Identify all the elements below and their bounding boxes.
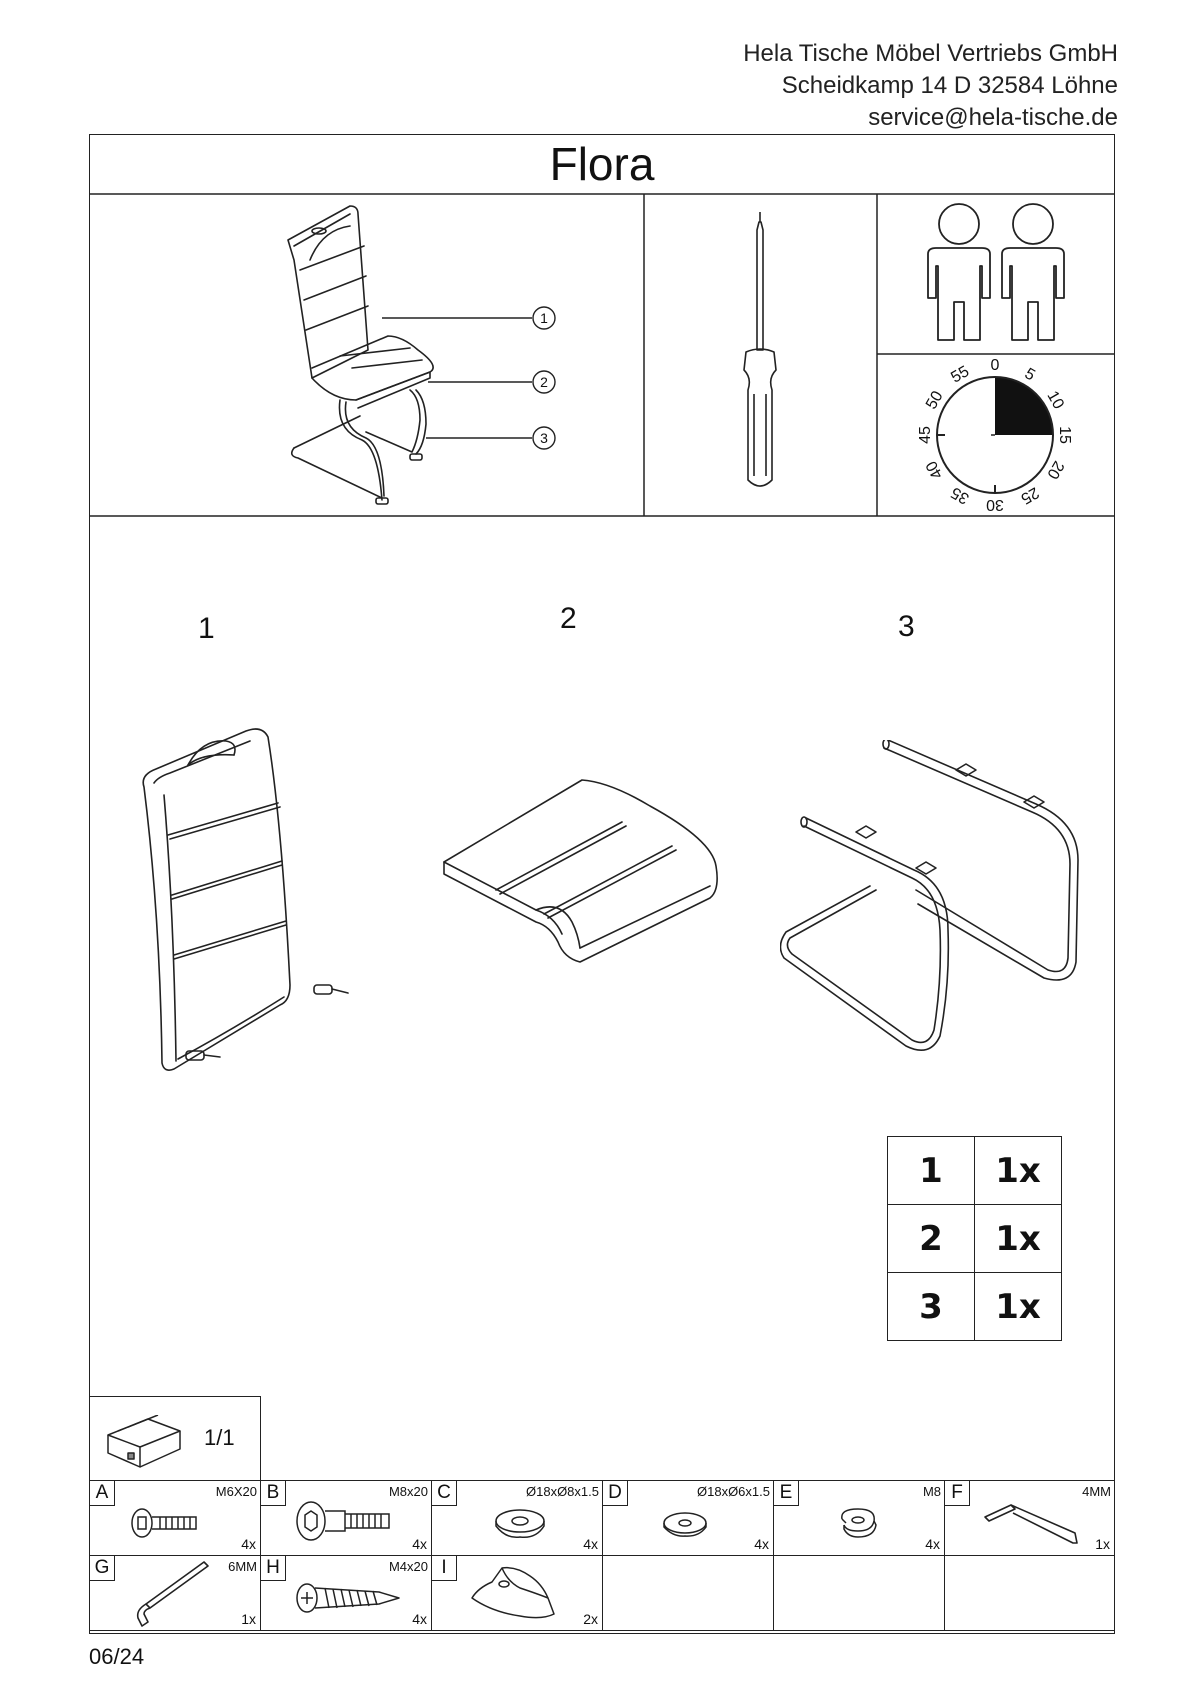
hardware-letter: I	[432, 1556, 457, 1581]
hardware-spec: 6MM	[228, 1559, 257, 1574]
hardware-cell-empty	[944, 1555, 1115, 1631]
table-row	[888, 1273, 1062, 1341]
qty-count-cell: 1x	[975, 1205, 1062, 1273]
qty-part-cell: 2	[888, 1205, 975, 1273]
hardware-qty: 4x	[925, 1536, 940, 1552]
timer-tick-label: 35	[948, 483, 973, 507]
package-box-icon	[104, 1415, 184, 1469]
backrest-icon	[130, 715, 380, 1105]
product-title: Flora	[549, 138, 655, 190]
washer-icon	[492, 1507, 548, 1541]
washer-small-icon	[661, 1509, 711, 1541]
hardware-qty: 4x	[412, 1536, 427, 1552]
hex-bolt-icon	[295, 1499, 395, 1543]
hardware-qty: 4x	[412, 1611, 427, 1627]
hardware-cell-d	[602, 1480, 774, 1556]
hardware-letter: H	[261, 1556, 286, 1581]
callout-2: 2	[540, 374, 548, 390]
timer-icon	[900, 356, 1090, 514]
part-number-3: 3	[898, 610, 915, 643]
hardware-cell-e	[773, 1480, 945, 1556]
part-number-2: 2	[560, 602, 577, 635]
timer-tick-label: 20	[1043, 457, 1067, 482]
package-count: 1/1	[204, 1425, 235, 1450]
seat-icon	[440, 770, 740, 970]
hardware-letter: A	[90, 1481, 115, 1506]
quantity-table	[887, 1136, 1062, 1341]
callout-1: 1	[540, 310, 548, 326]
timer-tick-label: 0	[990, 357, 1000, 374]
hardware-cell-f	[944, 1480, 1115, 1556]
hardware-cell-g	[89, 1555, 261, 1631]
hardware-cell-h	[260, 1555, 432, 1631]
timer-tick-label: 30	[986, 496, 1004, 513]
timer-tick-label: 45	[917, 426, 934, 444]
hardware-letter: G	[90, 1556, 115, 1581]
table-row	[888, 1205, 1062, 1273]
callout-3: 3	[540, 430, 548, 446]
chair-overview-icon	[280, 200, 580, 514]
hardware-letter: B	[261, 1481, 286, 1506]
timer-tick-label: 55	[948, 363, 973, 387]
timer-tick-label: 10	[1043, 388, 1067, 413]
hex-bolt-short-icon	[130, 1505, 210, 1541]
hardware-qty: 4x	[754, 1536, 769, 1552]
hardware-letter: F	[945, 1481, 970, 1506]
spring-washer-icon	[836, 1505, 880, 1541]
wood-screw-icon	[295, 1578, 405, 1618]
hardware-cell-c	[431, 1480, 603, 1556]
timer-tick-label: 5	[1021, 365, 1038, 385]
hardware-cell-a	[89, 1480, 261, 1556]
allen-key-icon	[981, 1497, 1091, 1547]
hardware-spec: M6X20	[215, 1484, 257, 1499]
hardware-letter: D	[603, 1481, 628, 1506]
hardware-qty: 1x	[241, 1611, 256, 1627]
hardware-qty: 4x	[583, 1536, 598, 1552]
timer-tick-label: 15	[1056, 426, 1073, 444]
revision-date: 06/24	[89, 1644, 145, 1669]
timer-tick-label: 25	[1017, 483, 1042, 507]
company-address: Scheidkamp 14 D 32584 Löhne	[781, 72, 1118, 99]
company-name: Hela Tische Möbel Vertriebs GmbH	[743, 40, 1118, 67]
timer-tick-label: 50	[923, 388, 947, 413]
hardware-cell-empty	[773, 1555, 945, 1631]
hardware-qty: 1x	[1095, 1536, 1110, 1552]
qty-count-cell: 1x	[975, 1273, 1062, 1341]
hardware-cell-empty	[602, 1555, 774, 1631]
hardware-letter: E	[774, 1481, 799, 1506]
part-number-1: 1	[198, 612, 215, 645]
hardware-qty: 4x	[241, 1536, 256, 1552]
package-cell	[89, 1396, 261, 1481]
qty-part-cell: 3	[888, 1273, 975, 1341]
two-persons-icon	[922, 200, 1072, 348]
hardware-spec: M4x20	[388, 1559, 428, 1574]
frame-icon	[780, 740, 1100, 1060]
table-row	[888, 1137, 1062, 1205]
qty-part-cell: 1	[888, 1137, 975, 1205]
timer-tick-label: 40	[923, 457, 947, 482]
hardware-spec: M8x20	[388, 1484, 428, 1499]
glide-foot-icon	[468, 1562, 568, 1624]
hardware-qty: 2x	[583, 1611, 598, 1627]
screwdriver-icon	[720, 210, 800, 500]
hardware-cell-i	[431, 1555, 603, 1631]
company-email: service@hela-tische.de	[868, 104, 1118, 131]
hardware-spec: M8	[922, 1484, 941, 1499]
hardware-letter: C	[432, 1481, 457, 1506]
hardware-spec: Ø18xØ8x1.5	[526, 1484, 599, 1499]
hardware-spec: 4MM	[1082, 1484, 1111, 1499]
hardware-cell-b	[260, 1480, 432, 1556]
qty-count-cell: 1x	[975, 1137, 1062, 1205]
hardware-spec: Ø18xØ6x1.5	[697, 1484, 770, 1499]
allen-key-icon	[130, 1560, 210, 1628]
